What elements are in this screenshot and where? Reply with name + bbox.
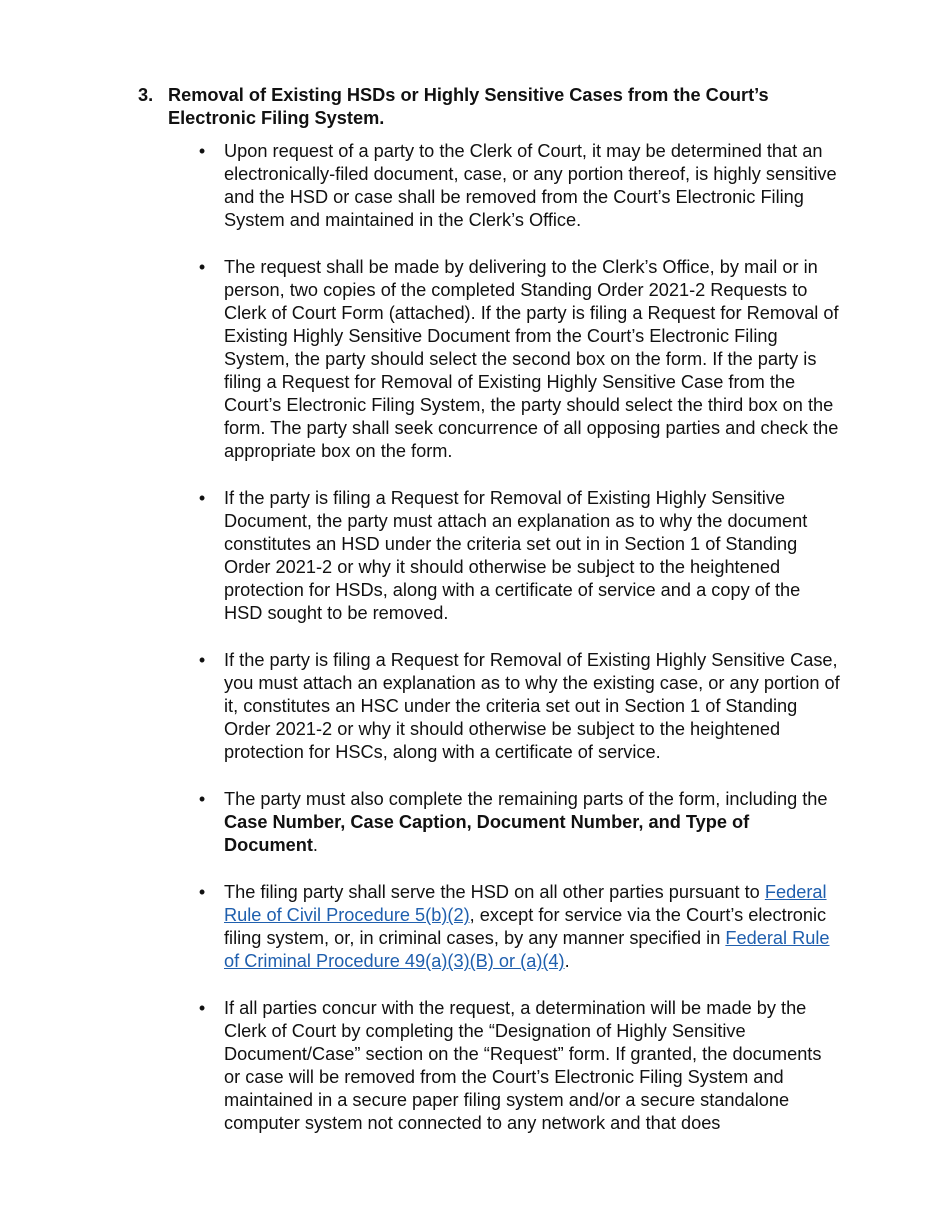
list-item-text-pre: The party must also complete the remaining parts of the form, including the bbox=[224, 789, 828, 809]
section-title: Removal of Existing HSDs or Highly Sensitive Cases from the Court’s Electronic Filing System. bbox=[168, 85, 769, 128]
bullet-list bbox=[0, 140, 950, 1159]
form-fields-emphasis: Case Number, Case Caption, Document Number, and Type of Document bbox=[224, 812, 750, 855]
bullet-icon: • bbox=[198, 789, 206, 809]
list-item bbox=[0, 997, 840, 1135]
bullet-icon: • bbox=[198, 488, 206, 508]
bullet-icon: • bbox=[198, 882, 206, 902]
section-heading bbox=[138, 84, 838, 130]
list-item-text: If all parties concur with the request, a determination will be made by the Clerk of Court by completing the “Designation of Highly Sensitive Document/Case” section on the “Request” form. If granted, the documents or case will be removed from the Court’s Electronic Filing System and maintained in a secure paper filing system and/or a secure standalone computer system not connected to any network and that does bbox=[224, 998, 822, 1133]
bullet-icon: • bbox=[198, 141, 206, 161]
list-item bbox=[0, 256, 840, 463]
list-item bbox=[0, 649, 840, 764]
list-item bbox=[0, 881, 840, 973]
civil-procedure-link[interactable]: Federal Rule of Civil Procedure 5(b)(2) bbox=[224, 882, 827, 925]
list-item-text-post: . bbox=[312, 835, 318, 855]
bullet-icon: • bbox=[198, 650, 206, 670]
list-item-text: The request shall be made by delivering to the Clerk’s Office, by mail or in person, two copies of the completed Standing Order 2021-2 Requests to Clerk of Court Form (attached). If the party is filing a Request for Removal of Existing Highly Sensitive Document from the Court’s Electronic Filing System, the party should select the second box on the form. If the party is filing a Request for Removal of Existing Highly Sensitive Case from the Court’s Electronic Filing System, the party should select the third box on the form. The party shall seek concurrence of all opposing parties and check the appropriate box on the form. bbox=[224, 257, 839, 461]
list-item-text-post: . bbox=[564, 951, 570, 971]
list-item-text: If the party is filing a Request for Removal of Existing Highly Sensitive Document, the party must attach an explanation as to why the document constitutes an HSD under the criteria set out in in Section 1 of Standing Order 2021-2 or why it should otherwise be subject to the heightened protection for HSDs, along with a certificate of service and a copy of the HSD sought to be removed. bbox=[224, 488, 808, 623]
bullet-icon: • bbox=[198, 257, 206, 277]
list-item-text: If the party is filing a Request for Removal of Existing Highly Sensitive Case, you must attach an explanation as to why the existing case, or any portion of it, constitutes an HSC under the criteria set out in Section 1 of Standing Order 2021-2 or why it should otherwise be subject to the heightened protection for HSCs, along with a certificate of service. bbox=[224, 650, 840, 762]
list-item-text-pre: The filing party shall serve the HSD on all other parties pursuant to bbox=[224, 882, 765, 902]
section-number: 3. bbox=[138, 85, 154, 105]
bullet-icon: • bbox=[198, 998, 206, 1018]
list-item-text-mid: , except for service via the Court’s electronic filing system, or, in criminal cases, by any manner specified in bbox=[224, 905, 827, 948]
list-item bbox=[0, 140, 840, 232]
list-item-text: Upon request of a party to the Clerk of Court, it may be determined that an electronically-filed document, case, or any portion thereof, is highly sensitive and the HSD or case shall be removed from the Court’s Electronic Filing System and maintained in the Clerk’s Office. bbox=[224, 141, 837, 230]
list-item bbox=[0, 487, 840, 625]
criminal-procedure-link[interactable]: Federal Rule of Criminal Procedure 49(a)(3)(B) or (a)(4) bbox=[224, 928, 830, 971]
list-item bbox=[0, 788, 840, 857]
